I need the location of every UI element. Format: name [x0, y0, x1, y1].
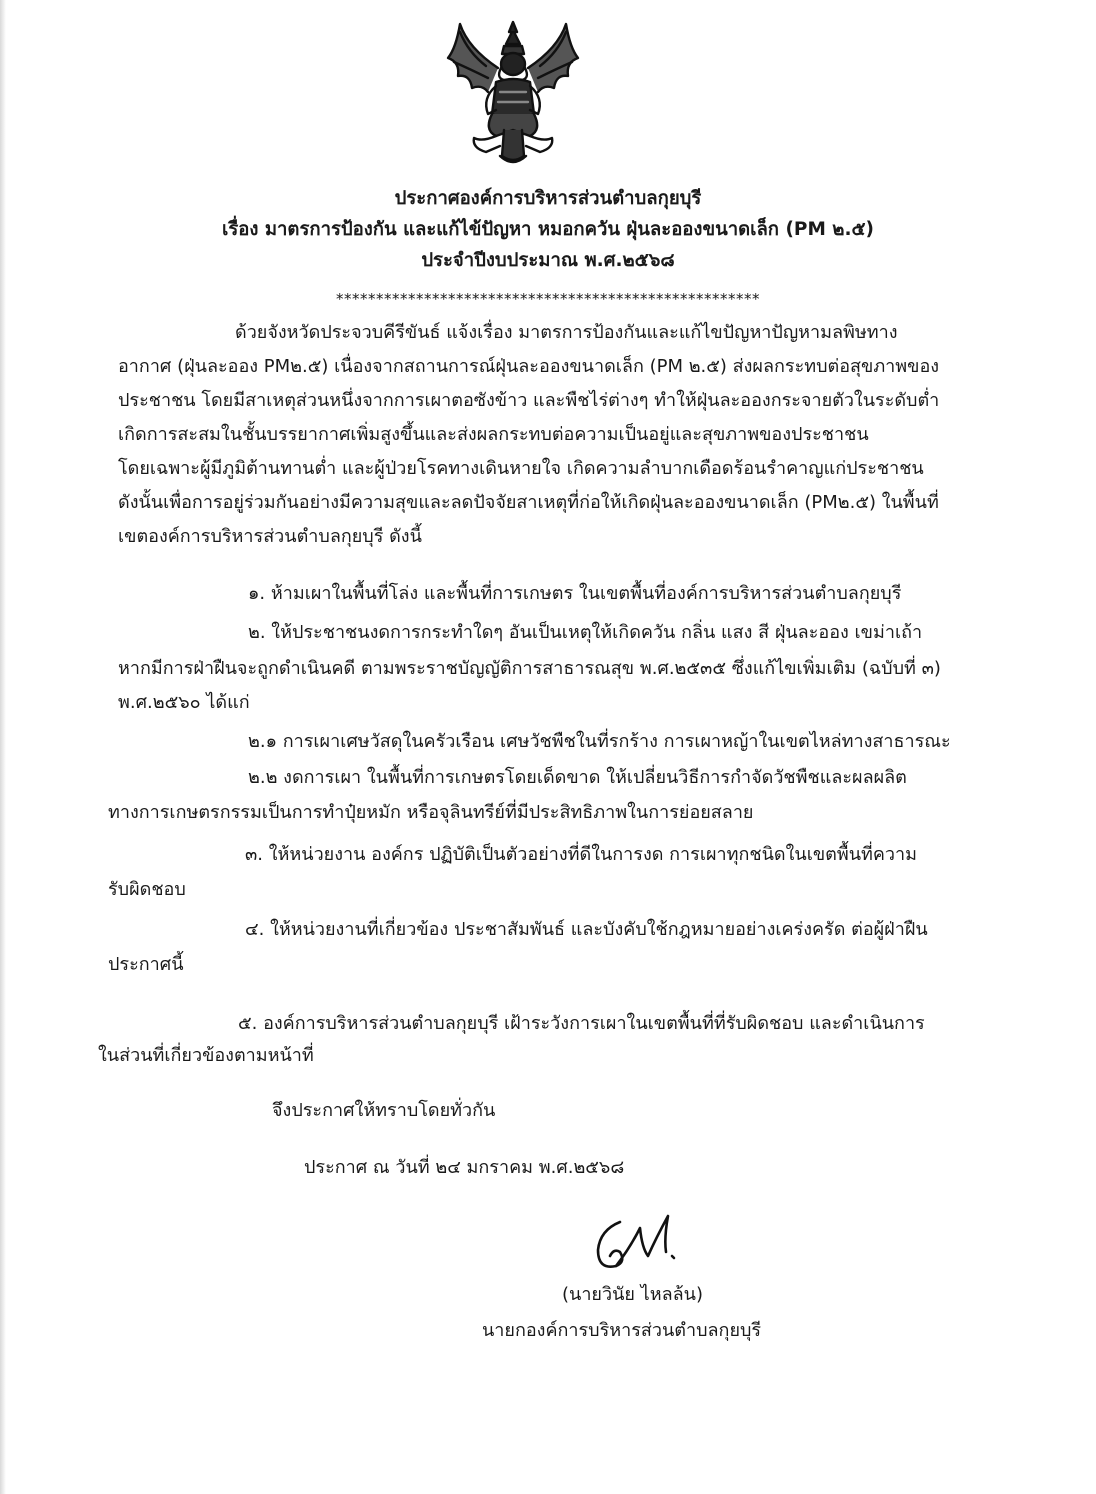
garuda-emblem-icon [438, 18, 588, 168]
measure-item-4: ๔. ให้หน่วยงานที่เกี่ยวข้อง ประชาสัมพันธ์ และบังคับใช้กฎหมายอย่างเคร่งครัด ต่อผู้ฝ่าฝืน [245, 919, 928, 940]
document-title: ประกาศองค์การบริหารส่วนตำบลกุยบุรี [394, 188, 702, 209]
measure-item-2-cont: หากมีการฝ่าฝืนจะถูกดำเนินคดี ตามพระราชบัญญัติการสาธารณสุข พ.ศ.๒๕๓๕ ซึ่งแก้ไขเพิ่มเติม (ฉบับที่ ๓) [118, 658, 941, 679]
announce-date: ประกาศ ณ วันที่ ๒๔ มกราคม พ.ศ.๒๕๖๘ [304, 1157, 625, 1178]
measure-item-3: ๓. ให้หน่วยงาน องค์กร ปฏิบัติเป็นตัวอย่างที่ดีในการงด การเผาทุกชนิดในเขตพื้นที่ความ [245, 844, 918, 865]
fiscal-year: ประจำปีงบประมาณ พ.ศ.๒๕๖๘ [421, 250, 675, 271]
measure-item-2-2: ๒.๒ งดการเผา ในพื้นที่การเกษตรโดยเด็ดขาด ให้เปลี่ยนวิธีการกำจัดวัชพืชและผลผลิต [248, 767, 907, 788]
signature-icon [590, 1208, 690, 1278]
signer-name: (นายวินัย ไหลล้น) [562, 1284, 703, 1305]
document-subject: เรื่อง มาตรการป้องกัน และแก้ไข้ปัญหา หมอกควัน ฝุ่นละอองขนาดเล็ก (PM ๒.๕) [222, 219, 874, 240]
measure-item-2-1: ๒.๑ การเผาเศษวัสดุในครัวเรือน เศษวัชพืชในที่รกร้าง การเผาหญ้าในเขตไหล่ทางสาธารณะ [248, 731, 951, 752]
intro-line: เกิดการสะสมในชั้นบรรยากาศเพิ่มสูงขึ้นและส่งผลกระทบต่อความเป็นอยู่และสุขภาพของประชาชน [118, 424, 869, 445]
measure-item-2: ๒. ให้ประชาชนงดการกระทำใดๆ อันเป็นเหตุให้เกิดควัน กลิ่น แสง สี ฝุ่นละออง เขม่าเถ้า [248, 622, 923, 643]
measure-item-3-cont: รับผิดชอบ [108, 879, 186, 900]
intro-line: ด้วยจังหวัดประจวบคีรีขันธ์ แจ้งเรื่อง มาตรการป้องกันและแก้ไขปัญหาปัญหามลพิษทาง [235, 322, 898, 343]
intro-line: ประชาชน โดยมีสาเหตุส่วนหนึ่งจากการเผาตอซังข้าว และพืชไร่ต่างๆ ทำให้ฝุ่นละอองกระจายตัวในระดับต่ำ [118, 390, 940, 411]
announce-line: จึงประกาศให้ทราบโดยทั่วกัน [272, 1100, 496, 1121]
measure-item-5: ๕. องค์การบริหารส่วนตำบลกุยบุรี เฝ้าระวังการเผาในเขตพื้นที่ที่รับผิดชอบ และดำเนินการ [238, 1013, 925, 1034]
measure-item-4-cont: ประกาศนี้ [108, 954, 184, 975]
measure-item-1: ๑. ห้ามเผาในพื้นที่โล่ง และพื้นที่การเกษตร ในเขตพื้นที่องค์การบริหารส่วนตำบลกุยบุรี [248, 583, 902, 604]
intro-line: ดังนั้นเพื่อการอยู่ร่วมกันอย่างมีความสุขและลดปัจจัยสาเหตุที่ก่อให้เกิดฝุ่นละอองขนาดเล็ก (PM๒.๕) ในพื้นที่ [118, 492, 939, 513]
measure-item-2-cont: พ.ศ.๒๕๖๐ ได้แก่ [118, 692, 250, 713]
signer-title: นายกองค์การบริหารส่วนตำบลกุยบุรี [482, 1320, 762, 1341]
intro-line: เขตองค์การบริหารส่วนตำบลกุยบุรี ดังนี้ [118, 526, 422, 547]
intro-line: อากาศ (ฝุ่นละออง PM๒.๕) เนื่องจากสถานการณ์ฝุ่นละอองขนาดเล็ก (PM ๒.๕) ส่งผลกระทบต่อสุขภาพของ [118, 356, 940, 377]
measure-item-2-2-cont: ทางการเกษตรกรรมเป็นการทำปุ๋ยหมัก หรือจุลินทรีย์ที่มีประสิทธิภาพในการย่อยสลาย [108, 802, 754, 823]
separator-line: ***************************************************** [336, 290, 760, 308]
intro-line: โดยเฉพาะผู้มีภูมิต้านทานต่ำ และผู้ป่วยโรคทางเดินหายใจ เกิดความลำบากเดือดร้อนรำคาญแก่ประชาชน [118, 458, 924, 479]
measure-item-5-cont: ในส่วนที่เกี่ยวข้องตามหน้าที่ [98, 1045, 314, 1066]
